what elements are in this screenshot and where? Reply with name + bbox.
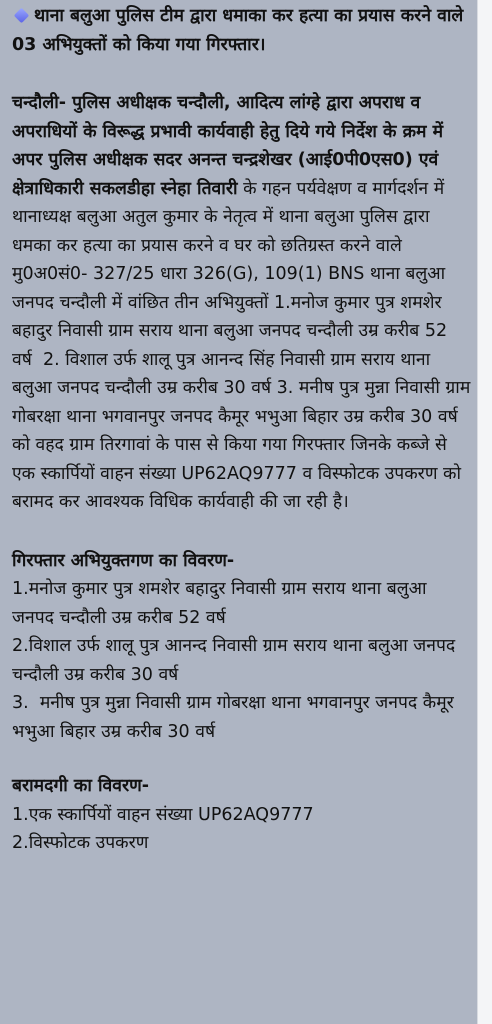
post-intro <box>12 89 476 517</box>
recovery-heading: बरामदगी का विवरण- <box>12 776 150 796</box>
post-intro-bold: चन्दौली- पुलिस अधीक्षक चन्दौली, आदित्य लांग्हे द्वारा अपराध व अपराधियों के विरूद्ध प्रभावी कार्यवाही हेतु दिये गये निर्देश के क्रम में अपर पुलिस अधीक्षक सदर अनन्त चन्द्रशेखर (आई0पी0एस0) एवं क्षेत्राधिकारी सकलडीहा स्नेहा तिवारी <box>12 93 450 199</box>
arrested-heading: गिरफ्तार अभियुक्तगण का विवरण- <box>12 550 235 571</box>
post-headline <box>12 2 472 59</box>
recovery-item: 2.विस्फोटक उपकरण <box>12 833 149 853</box>
recovery-item: 1.एक स्कार्पियों वाहन संख्या UP62AQ9777 <box>12 804 314 825</box>
spacer <box>12 59 472 89</box>
post-headline-text: थाना बलुआ पुलिस टीम द्वारा धमाका कर हत्या का प्रयास करने वाले 03 अभियुक्तों को किया गया गिरफ्तार। <box>12 6 470 55</box>
post-intro-body: के गहन पर्यवेक्षण व मार्गदर्शन में थानाध्यक्ष बलुआ अतुल कुमार के नेतृत्व में थाना बलुआ पुलिस द्वारा धमका कर हत्या का प्रयास करने व घर को छतिग्रस्त करने वाले मु0अ0सं0- 327/25 धारा 326(G), 109(1) BNS थाना बलुआ जनपद चन्दौली में वांछित तीन अभियुक्तों 1.मनोज कुमार पुत्र शमशेर बहादुर निवासी ग्राम सराय थाना बलुआ जनपद चन्दौली उम्र करीब 52 वर्ष 2. विशाल उर्फ शालू पुत्र आनन्द सिंह निवासी ग्राम सराय थाना बलुआ जनपद चन्दौली उम्र करीब 30 वर्ष 3. मनीष पुत्र मुन्ना निवासी ग्राम गोबरक्षा थाना भगवानपुर जनपद कैमूर भभुआ बिहार उम्र करीब 30 वर्ष को वहद ग्राम तिरगावां के पास से किया गया गिरफ्तार जिनके कब्जे से एक स्कार्पियों वाहन संख्या UP62AQ9777 व विस्फोटक उपकरण को बरामद कर आवश्यक विधिक कार्यवाही की जा रही है। <box>12 178 476 512</box>
blue-diamond-icon <box>14 7 30 23</box>
spacer <box>12 517 472 547</box>
arrested-item: 1.मनोज कुमार पुत्र शमशेर बहादुर निवासी ग्राम सराय थाना बलुआ जनपद चन्दौली उम्र करीब 52 वर्ष <box>12 579 433 628</box>
right-edge-strip <box>477 0 492 1024</box>
arrested-item: 2.विशाल उर्फ शालू पुत्र आनन्द निवासी ग्राम सराय थाना बलुआ जनपद चन्दौली उम्र करीब 30 वर्ष <box>12 636 461 685</box>
spacer <box>12 746 472 772</box>
arrested-item: 3. मनीष पुत्र मुन्ना निवासी ग्राम गोबरक्षा थाना भगवानपुर जनपद कैमूर भभुआ बिहार उम्र करीब 30 वर्ष <box>12 693 460 742</box>
